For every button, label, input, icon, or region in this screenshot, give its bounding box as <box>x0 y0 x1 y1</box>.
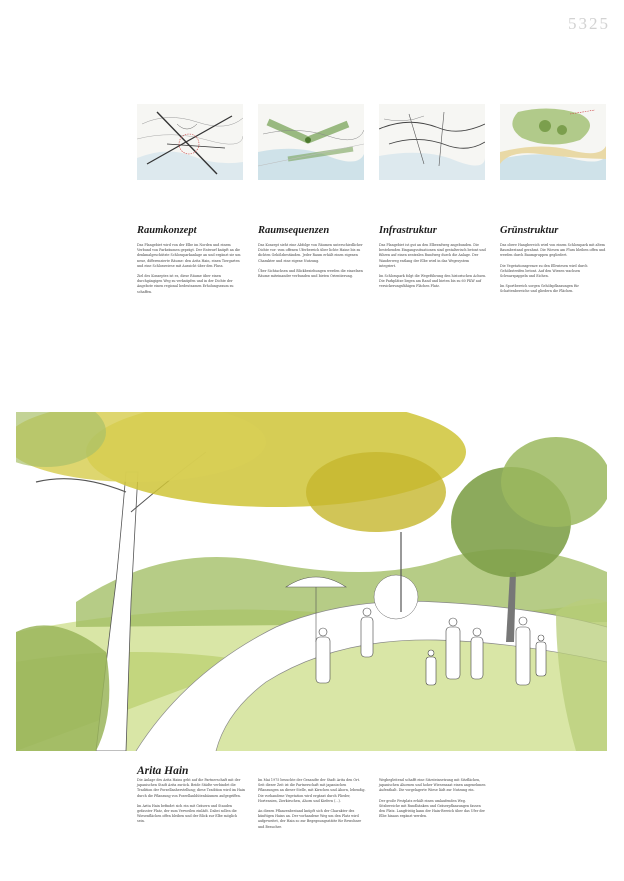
concept-paragraph: Im Schlosspark folgt die Wegeführung den historischen Achsen. Die Parkplätze liegen am Rand und bieten bis zu 60 PKW auf versickerungsfähigen Flächen Platz. <box>379 274 487 289</box>
concept-title: Grünstruktur <box>500 225 559 236</box>
concept-raumkonzept <box>137 225 245 300</box>
main-text-column-3 <box>379 778 487 824</box>
concept-paragraph: Das Konzept sieht eine Abfolge von Räumen unterschiedlicher Dichte vor: vom offenen Uferbereich über lichte Haine bis zu dichten Gehölzbeständen. Jeder Raum erhält einen eigenen Charakter und eine eigene Nutzung. <box>258 243 363 263</box>
main-paragraph: Im Mai 1975 besuchte der Gesandte der Stadt Arita den Ort. Seit dieser Zeit ist die Partnerschaft mit japanischen Pflanzungen an dieser Stelle, mit Kirschen und Ahorn, lebendig. Die vorhandene Vegetation wird ergänzt durch Flieder, Hortensien, Zierkirschen, Ahorn und Kiefern (...). <box>258 778 366 803</box>
main-paragraph: Im Arita Hain befindet sich ein mit Gräsern und Stauden gefasster Platz, der zum Verweilen einlädt. Dabei sollen die Wiesenflächen offen bleiben und der Blick zur Elbe möglich sein. <box>137 803 238 824</box>
concept-title: Raumkonzept <box>137 225 197 236</box>
concept-paragraph: Im Sportbereich sorgen Gehölzpflanzungen für Schattenbereiche und gliedern die Flächen. <box>500 284 579 294</box>
concept-paragraph: Die Vegetationsgrenze zu den Elbwiesen wird durch Gehölzstreifen betont. Auf den Wiesen wachsen Schwarzpappeln und Eichen. <box>500 263 588 279</box>
concept-paragraph: Ziel des Konzeptes ist es, diese Räume über einen durchgängigen Weg zu verknüpfen und in der Dichte der Angebote einen regional bedeutsamen Erholungsraum zu schaffen. <box>137 274 234 294</box>
main-title: Arita Hain <box>137 765 189 777</box>
concept-paragraph: Das Plangebiet ist gut an den Elberadweg angebunden. Die bestehenden Eingangssituationen sind gestalterisch betont und führen auf einen zentralen Rundweg durch die Anlage. Der Wanderweg entlang der Elbe wird in das Wegesystem integriert. <box>379 243 486 268</box>
main-paragraph: Die Anlage des Arita Hains geht auf die Partnerschaft mit der japanischen Stadt Arita zurück. Beide Städte verbindet die Tradition der Porzellanherstellung; diese Tradition wird im Hain durch die Pflanzung von Porzellanblütenbäumen aufgegriffen. <box>137 778 246 798</box>
concept-paragraph: Das obere Hangbereich wird von einem Schlosspark mit altem Baumbestand gerahmt. Die Wiesen am Fluss bleiben offen und werden durch Baumgruppen gegliedert. <box>500 243 606 258</box>
concept-infrastruktur <box>379 225 487 295</box>
main-paragraph: Der große Festplatz erhält einen umlaufenden Weg. Sitzbereiche mit Rundbänken und Gräserpflanzungen fassen den Platz. Langfristig kann der Hain-Bereich über das Ufer der Elbe hinaus ergänzt werden. <box>379 798 485 819</box>
raumkonzept-plan <box>137 104 243 180</box>
main-paragraph: An diesen Pflanzenbestand knüpft sich der Charakter des künftigen Hains an. Der vorhandene Weg um den Platz wird aufgeweitet, der Hain so zur Begegnungsstätte für Bewohner und Besucher. <box>258 809 362 829</box>
concept-gruenstruktur <box>500 225 608 300</box>
gruenstruktur-plan <box>500 104 606 180</box>
arita-hain-perspective <box>16 412 607 751</box>
infrastruktur-plan <box>379 104 485 180</box>
concept-paragraph: Das Plangebiet wird von der Elbe im Norden und einem Verbund von Parkräumen geprägt. Der Entwurf knüpft an die denkmalgeschützte Schlossparkanlage an und ergänzt sie um neue, differenzierte Räume: den Arita Hain, einen Tiergarten und eine Schlosswiese mit Aussicht über den Fluss. <box>137 243 241 268</box>
concept-paragraph: Über Sichtachsen und Blickbeziehungen werden die einzelnen Räume miteinander verbunden und bieten Orientierung. <box>258 268 363 279</box>
concept-raumsequenzen <box>258 225 366 284</box>
main-text-column-2 <box>258 778 366 835</box>
raumsequenzen-plan <box>258 104 364 180</box>
main-paragraph: Wegbegleitend schafft eine Sitzsteinsetzung mit Sitzflächen, japanischen Ahornen und hoher Wiesensaat einen angenehmen Aufenthalt. Die vorgelagerte Wiese lädt zur Nutzung ein. <box>379 778 486 793</box>
main-text-column-1 <box>137 778 245 830</box>
concept-title: Infrastruktur <box>379 225 437 236</box>
sheet-number: 5325 <box>568 14 610 33</box>
concept-title: Raumsequenzen <box>258 225 330 236</box>
